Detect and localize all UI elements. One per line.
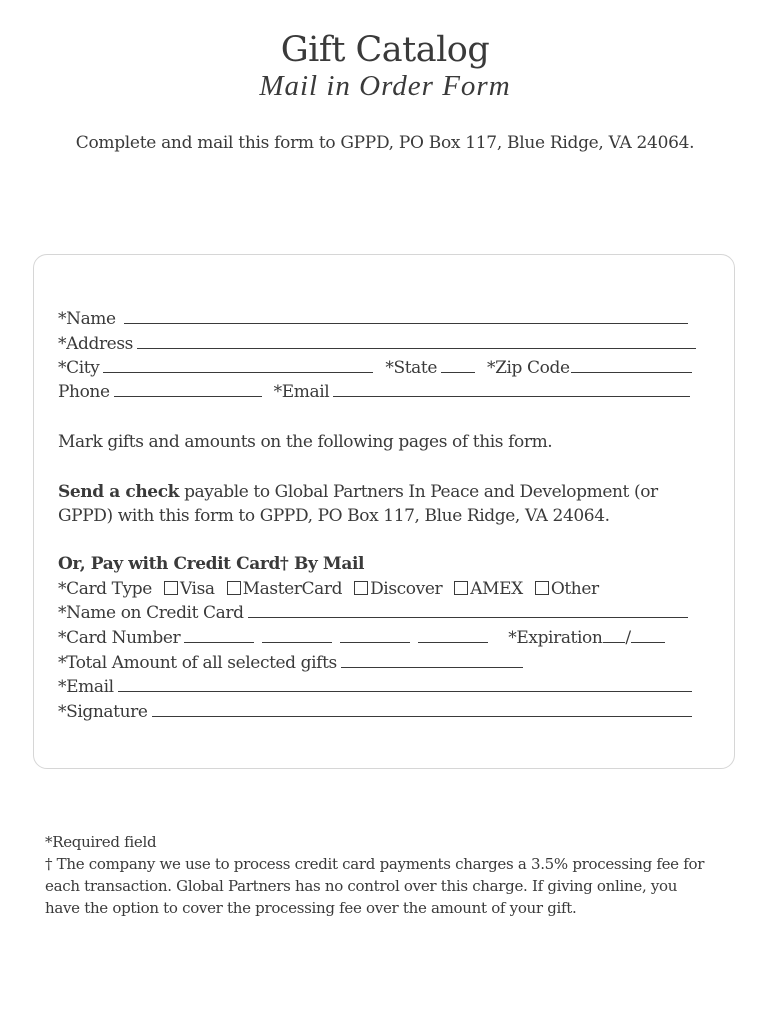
- total-row: [58, 652, 698, 674]
- card-number-field-1[interactable]: [184, 627, 254, 643]
- signature-row: [58, 701, 698, 723]
- instructions-text: Mark gifts and amounts on the following pages of this form.: [58, 432, 553, 452]
- name-on-card-field[interactable]: [248, 602, 688, 618]
- phone-email-row: [58, 381, 698, 403]
- expiration-year-field[interactable]: [631, 627, 665, 643]
- card-type-discover[interactable]: Discover: [354, 578, 442, 600]
- cc-email-label: *Email: [58, 677, 114, 697]
- card-number-label: *Card Number: [58, 628, 181, 648]
- card-number-field-2[interactable]: [262, 627, 332, 643]
- address-row: [58, 333, 698, 355]
- card-number-field-4[interactable]: [418, 627, 488, 643]
- name-label: *Name: [58, 309, 116, 329]
- expiration-separator: /: [625, 628, 631, 648]
- page-title: Gift Catalog: [280, 30, 490, 70]
- name-row: [58, 308, 698, 330]
- cc-email-row: [58, 676, 698, 698]
- state-field[interactable]: [441, 357, 475, 373]
- check-text: payable to Global Partners In Peace and Development (or GPPD) with this form to GPPD, PO Box 117, Blue Ridge, VA 24064.: [58, 482, 658, 526]
- checkbox-icon[interactable]: [227, 581, 241, 595]
- address-label: *Address: [58, 334, 133, 354]
- zip-label: *Zip Code: [487, 358, 570, 378]
- checkbox-icon[interactable]: [454, 581, 468, 595]
- card-type-mastercard[interactable]: MasterCard: [227, 578, 342, 600]
- signature-field[interactable]: [152, 701, 692, 717]
- phone-label: Phone: [58, 382, 110, 402]
- card-number-field-3[interactable]: [340, 627, 410, 643]
- checkbox-icon[interactable]: [535, 581, 549, 595]
- expiration-label: *Expiration: [508, 628, 603, 648]
- checkbox-icon[interactable]: [354, 581, 368, 595]
- email-label: *Email: [273, 382, 330, 402]
- intro-text: Complete and mail this form to GPPD, PO Box 117, Blue Ridge, VA 24064.: [75, 133, 695, 153]
- card-type-label: *Card Type: [58, 579, 152, 599]
- card-number-row: [58, 627, 698, 649]
- credit-heading: Or, Pay with Credit Card† By Mail: [58, 554, 365, 574]
- fee-note: † The company we use to process credit card payments charges a 3.5% processing fee for each transaction. Global Partners has no control over this charge. If giving online, you have the option to cover the processing fee over the amount of your gift.: [45, 855, 705, 917]
- name-on-card-label: *Name on Credit Card: [58, 603, 244, 623]
- required-note: *Required field: [45, 833, 157, 851]
- city-label: *City: [58, 358, 100, 378]
- page-subtitle: Mail in Order Form: [259, 70, 511, 102]
- cc-email-field[interactable]: [118, 676, 692, 692]
- city-state-zip-row: [58, 357, 698, 379]
- phone-field[interactable]: [114, 381, 262, 397]
- total-label: *Total Amount of all selected gifts: [58, 653, 337, 673]
- checkbox-icon[interactable]: [164, 581, 178, 595]
- zip-field[interactable]: [571, 357, 692, 373]
- card-type-row: [58, 578, 698, 600]
- address-field[interactable]: [137, 333, 696, 349]
- signature-label: *Signature: [58, 702, 148, 722]
- check-bold-text: Send a check: [58, 482, 180, 502]
- total-field[interactable]: [341, 652, 523, 668]
- card-type-amex[interactable]: AMEX: [454, 578, 523, 600]
- state-label: *State: [385, 358, 437, 378]
- card-type-visa[interactable]: Visa: [164, 578, 215, 600]
- expiration-month-field[interactable]: [603, 627, 625, 643]
- name-on-card-row: [58, 602, 698, 624]
- email-field[interactable]: [333, 381, 690, 397]
- card-type-other[interactable]: Other: [535, 578, 599, 600]
- check-paragraph: [58, 480, 708, 528]
- name-field[interactable]: [124, 308, 688, 324]
- city-field[interactable]: [103, 357, 373, 373]
